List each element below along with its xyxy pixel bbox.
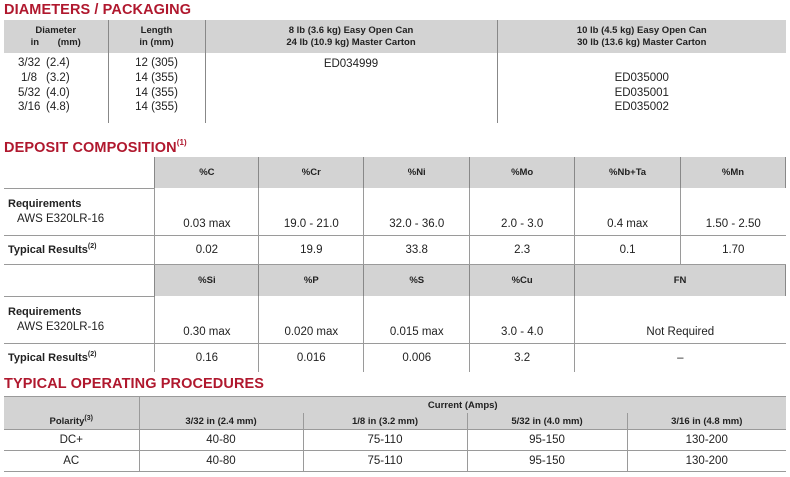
pkg1-header	[205, 20, 497, 53]
comp-header: %Si	[155, 265, 259, 297]
typ-value: 3.2	[470, 344, 575, 373]
typ-value: 19.9	[259, 236, 364, 265]
polarity-value: DC+	[4, 430, 139, 451]
requirements-label	[4, 188, 155, 236]
req-value: Not Required	[575, 296, 786, 344]
pkg2-header	[497, 20, 786, 53]
comp-header: %Cu	[470, 265, 575, 297]
diameter-mm: (3.2)	[46, 71, 70, 84]
diameter-in: 3/16	[18, 101, 41, 114]
diameter-mm: (4.0)	[46, 86, 70, 99]
diameter-in: 1/8	[21, 71, 37, 84]
size-header: 1/8 in (3.2 mm)	[303, 413, 467, 430]
req-value: 0.30 max	[155, 296, 259, 344]
typ-value: 0.16	[155, 344, 259, 373]
length-value: 14 (355)	[135, 86, 178, 99]
length-column	[108, 53, 205, 123]
diameter-in: 5/32	[18, 86, 41, 99]
requirements-spec: AWS E320LR-16	[17, 212, 105, 225]
current-value: 130-200	[627, 430, 786, 451]
length-header-units: in (mm)	[139, 36, 174, 48]
req-value: 32.0 - 36.0	[364, 188, 470, 236]
comp-header: %Mn	[681, 157, 786, 188]
polarity-header-text: Polarity	[49, 416, 85, 427]
typical-label	[4, 236, 155, 265]
diameters-title: DIAMETERS / PACKAGING	[4, 2, 192, 18]
current-value: 40-80	[139, 451, 303, 472]
procedures-title: TYPICAL OPERATING PROCEDURES	[4, 376, 265, 392]
pkg1-header-line1: 8 lb (3.6 kg) Easy Open Can	[288, 25, 414, 36]
req-value: 0.020 max	[259, 296, 364, 344]
pkg2-code	[498, 56, 787, 71]
typ-value: 0.1	[575, 236, 681, 265]
pkg2-header-line2: 30 lb (13.6 kg) Master Carton	[577, 36, 707, 48]
comp-header: %Cr	[259, 157, 364, 188]
pkg1-code: ED034999	[323, 58, 379, 70]
typ-value: 0.016	[259, 344, 364, 373]
diameter-header-label: Diameter	[35, 25, 77, 36]
typ-value: 33.8	[364, 236, 470, 265]
diameters-table	[4, 20, 786, 123]
typ-value: 1.70	[681, 236, 786, 265]
composition-title-note: (1)	[176, 138, 187, 147]
composition-title	[4, 140, 187, 156]
typ-value: 0.02	[155, 236, 259, 265]
header-spacer	[4, 265, 155, 297]
req-value: 0.03 max	[155, 188, 259, 236]
diameter-row	[18, 86, 108, 101]
size-header: 5/32 in (4.0 mm)	[467, 413, 627, 430]
typical-label	[4, 344, 155, 373]
current-value: 130-200	[627, 451, 786, 472]
polarity-header-note: (3)	[84, 415, 93, 422]
procedures-table	[4, 396, 786, 472]
composition-table	[4, 157, 786, 372]
req-value: 1.50 - 2.50	[681, 188, 786, 236]
comp-header: %Mo	[470, 157, 575, 188]
req-value: 19.0 - 21.0	[259, 188, 364, 236]
length-header-label: Length	[140, 25, 173, 36]
pkg2-header-line1: 10 lb (4.5 kg) Easy Open Can	[576, 25, 707, 36]
requirements-spec: AWS E320LR-16	[17, 320, 105, 333]
diameter-mm: (4.8)	[46, 101, 70, 114]
current-value: 75-110	[303, 451, 467, 472]
length-value: 14 (355)	[135, 71, 178, 84]
typical-label-text: Typical Results	[8, 244, 88, 256]
polarity-header	[4, 397, 139, 430]
typ-value: –	[575, 344, 786, 373]
typ-value: 2.3	[470, 236, 575, 265]
comp-header: %Nb+Ta	[575, 157, 681, 188]
comp-header: %C	[155, 157, 259, 188]
diameter-row	[18, 56, 108, 71]
length-value: 14 (355)	[135, 101, 178, 114]
req-value: 0.015 max	[364, 296, 470, 344]
typical-label-note: (2)	[87, 243, 97, 250]
requirements-label	[4, 296, 155, 344]
pkg2-column	[497, 53, 786, 123]
header-spacer	[4, 157, 155, 188]
diameter-header	[4, 20, 108, 53]
polarity-value: AC	[4, 451, 139, 472]
typical-label-note: (2)	[87, 351, 97, 358]
current-value: 95-150	[467, 451, 627, 472]
length-header	[108, 20, 205, 53]
pkg1-column	[205, 53, 497, 123]
req-value: 3.0 - 4.0	[470, 296, 575, 344]
current-value: 75-110	[303, 430, 467, 451]
diameter-mm: (2.4)	[46, 57, 70, 69]
diameter-header-units: in (mm)	[30, 36, 81, 48]
current-value: 40-80	[139, 430, 303, 451]
comp-header: %S	[364, 265, 470, 297]
pkg2-code: ED035002	[614, 101, 669, 114]
requirements-label-text: Requirements	[8, 305, 82, 318]
pkg1-header-line2: 24 lb (10.9 kg) Master Carton	[286, 36, 416, 48]
req-value: 2.0 - 3.0	[470, 188, 575, 236]
typ-value: 0.006	[364, 344, 470, 373]
length-value: 12 (305)	[135, 57, 178, 69]
requirements-label-text: Requirements	[8, 197, 82, 210]
comp-header: %P	[259, 265, 364, 297]
current-value: 95-150	[467, 430, 627, 451]
typical-label-text: Typical Results	[8, 352, 88, 364]
diameter-row	[18, 100, 108, 115]
comp-header: FN	[575, 265, 786, 297]
size-header: 3/16 in (4.8 mm)	[627, 413, 786, 430]
pkg2-code: ED035000	[614, 71, 669, 84]
current-header: Current (Amps)	[139, 397, 786, 414]
composition-title-text: DEPOSIT COMPOSITION	[4, 140, 177, 156]
diameter-row	[18, 71, 108, 86]
size-header: 3/32 in (2.4 mm)	[139, 413, 303, 430]
diameter-in: 3/32	[18, 57, 41, 69]
comp-header: %Ni	[364, 157, 470, 188]
req-value: 0.4 max	[575, 188, 681, 236]
diameter-column	[4, 53, 108, 123]
pkg2-code: ED035001	[614, 86, 669, 99]
